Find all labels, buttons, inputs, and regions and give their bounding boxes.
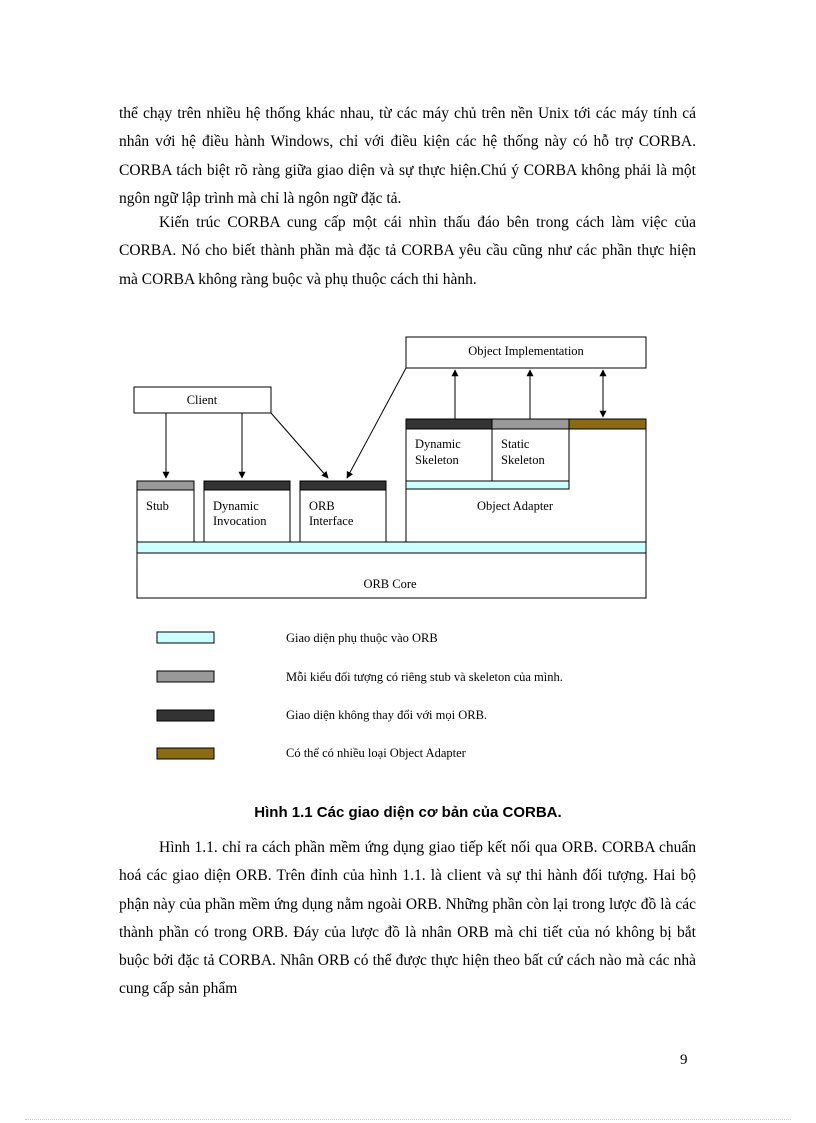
legend-label: Có thể có nhiều loại Object Adapter bbox=[286, 746, 466, 760]
stub-label: Stub bbox=[146, 499, 169, 513]
legend-swatch-orb-dependent bbox=[157, 632, 214, 643]
legend-item bbox=[157, 631, 438, 645]
dynamic-invocation-box bbox=[204, 481, 290, 542]
dynamic-invocation-label-2: Invocation bbox=[213, 514, 267, 528]
client-to-orb-interface-arrow bbox=[271, 413, 328, 478]
paragraph-2: Kiến trúc CORBA cung cấp một cái nhìn thấu đáo bên trong cách làm việc của CORBA. Nó cho biết thành phần mà đặc tả CORBA yêu cầu cũng như các phần thực hiện mà CORBA không ràng buộc và phụ thuộc cách thi hành. bbox=[119, 214, 696, 288]
page-bottom-rule bbox=[25, 1119, 791, 1120]
static-skeleton-box bbox=[492, 419, 569, 481]
legend-item bbox=[157, 746, 467, 760]
legend-label: Giao diện phụ thuộc vào ORB bbox=[286, 631, 438, 645]
figure-caption: Hình 1.1 Các giao diện cơ bản của CORBA. bbox=[254, 804, 562, 821]
orb-core-box bbox=[137, 542, 646, 598]
legend-label: Giao diện không thay đổi với mọi ORB. bbox=[286, 708, 488, 722]
paragraph-1: thể chạy trên nhiều hệ thống khác nhau, từ các máy chủ trên nền Unix tới các máy tính cá nhân với hệ điều hành Windows, chỉ với điều kiện các hệ thống này có hỗ trợ CORBA. CORBA tách biệt rõ ràng giữa giao diện và sự thực hiện.Chú ý CORBA không phải là một ngôn ngữ lập trình mà chỉ là ngôn ngữ đặc tả. bbox=[119, 105, 696, 207]
legend-swatch-stub-skeleton bbox=[157, 671, 214, 682]
legend-label: Mỗi kiểu đối tượng có riêng stub và skeleton của mình. bbox=[286, 670, 563, 684]
client-label: Client bbox=[186, 393, 218, 407]
legend-swatch-orb-invariant bbox=[157, 710, 214, 721]
orb-interface-box bbox=[300, 481, 386, 542]
object-implementation-label: Object Implementation bbox=[468, 344, 584, 358]
dynamic-skeleton-box bbox=[406, 419, 492, 481]
legend-item bbox=[157, 708, 487, 722]
orb-interface-label-1: ORB bbox=[309, 499, 335, 513]
static-skeleton-label-1: Static bbox=[501, 437, 530, 451]
client-box bbox=[134, 387, 271, 413]
dynamic-skeleton-label-2: Skeleton bbox=[415, 453, 459, 467]
object-implementation-box bbox=[406, 337, 646, 368]
implementation-to-orb-interface-arrow bbox=[347, 368, 406, 478]
dynamic-skeleton-label-1: Dynamic bbox=[415, 437, 461, 451]
stub-box bbox=[137, 481, 194, 542]
object-adapter-bar bbox=[569, 419, 646, 429]
object-adapter-label: Object Adapter bbox=[476, 499, 554, 513]
dynamic-invocation-label-1: Dynamic bbox=[213, 499, 259, 513]
legend-swatch-object-adapter bbox=[157, 748, 214, 759]
static-skeleton-label-2: Skeleton bbox=[501, 453, 545, 467]
skeleton-orb-dependent-strip bbox=[406, 481, 569, 489]
page-number: 9 bbox=[680, 1052, 688, 1068]
orb-core-label: ORB Core bbox=[363, 577, 417, 591]
legend-item bbox=[157, 670, 563, 684]
paragraph-3: Hình 1.1. chỉ ra cách phần mềm ứng dụng giao tiếp kết nối qua ORB. CORBA chuẩn hoá các giao diện ORB. Trên đỉnh của hình 1.1. là client và sự thi hành đối tượng. Hai bộ phận này của phần mềm ứng dụng nằm ngoài ORB. Những phần còn lại trong lược đồ là các thành phần có trong ORB. Đáy của lược đồ là nhân ORB mà chi tiết của nó không bị bắt buộc bởi đặc tả CORBA. Nhân ORB có thể được thực hiện theo bất cứ cách nào mà các nhà cung cấp sản phẩm bbox=[119, 839, 696, 998]
orb-interface-label-2: Interface bbox=[309, 514, 354, 528]
legend bbox=[157, 631, 563, 760]
